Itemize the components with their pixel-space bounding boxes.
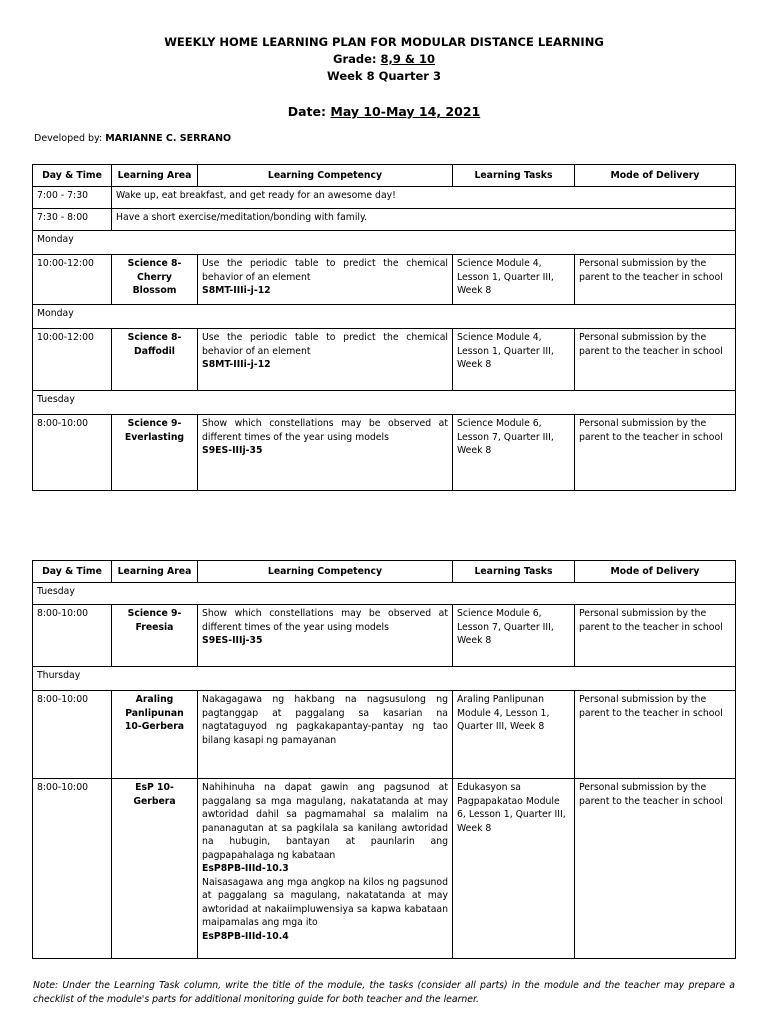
header-row [33, 561, 736, 583]
footnote: Note: Under the Learning Task column, write the title of the module, the tasks (consider all parts) in the module and the teacher may prepare a checklist of the module's parts for additional monitoring guide for both teacher and the learner. [33, 980, 735, 1005]
routine-text: Have a short exercise/meditation/bonding with family. [112, 209, 736, 231]
date-label: Date: [287, 104, 331, 119]
competency-cell [198, 779, 453, 959]
document-title: WEEKLY HOME LEARNING PLAN FOR MODULAR DISTANCE LEARNING [164, 35, 604, 49]
developer-line [34, 133, 231, 144]
routine-time: 7:30 - 8:00 [33, 209, 112, 231]
day-row [33, 667, 736, 691]
plan-table-2 [32, 560, 736, 959]
table-row [33, 779, 736, 959]
col-day-time: Day & Time [33, 561, 112, 583]
header-row [33, 165, 736, 187]
table-row [33, 415, 736, 491]
time-cell: 10:00-12:00 [33, 329, 112, 391]
learning-area-cell: Science 9- Freesia [112, 605, 198, 667]
day-label: Tuesday [33, 391, 736, 415]
tasks-cell: Science Module 6, Lesson 7, Quarter III, Week 8 [453, 605, 575, 667]
table-row [33, 329, 736, 391]
date-line [0, 104, 768, 120]
table-row [33, 691, 736, 779]
competency-cell [198, 415, 453, 491]
week-line: Week 8 Quarter 3 [327, 69, 441, 83]
day-row [33, 231, 736, 255]
learning-area-cell: Science 8- Cherry Blossom [112, 255, 198, 305]
competency-cell [198, 691, 453, 779]
competency-text-2: Naisasagawa ang mga angkop na kilos ng pagsunod at paggalang sa magulang, nakatatanda at may awtoridad at nakaiimpluwensiya sa kapwa kabataan maipamalas ang mga ito [202, 876, 448, 928]
delivery-cell: Personal submission by the parent to the teacher in school [575, 691, 736, 779]
competency-code: S8MT-IIIi-j-12 [202, 359, 271, 370]
routine-time: 7:00 - 7:30 [33, 187, 112, 209]
col-learning-tasks: Learning Tasks [453, 165, 575, 187]
grade-label: Grade: [333, 52, 381, 66]
plan-table-1 [32, 164, 736, 491]
col-mode-of-delivery: Mode of Delivery [575, 165, 736, 187]
delivery-cell: Personal submission by the parent to the teacher in school [575, 255, 736, 305]
tasks-cell: Science Module 4, Lesson 1, Quarter III, Week 8 [453, 329, 575, 391]
day-row [33, 583, 736, 605]
col-learning-competency: Learning Competency [198, 165, 453, 187]
day-row [33, 391, 736, 415]
day-row [33, 305, 736, 329]
delivery-cell: Personal submission by the parent to the teacher in school [575, 415, 736, 491]
day-label: Thursday [33, 667, 736, 691]
developer-label: Developed by: [34, 133, 106, 144]
tasks-cell: Science Module 4, Lesson 1, Quarter III, Week 8 [453, 255, 575, 305]
competency-text: Show which constellations may be observed at different times of the year using models [202, 608, 448, 633]
routine-text: Wake up, eat breakfast, and get ready for an awesome day! [112, 187, 736, 209]
delivery-cell: Personal submission by the parent to the teacher in school [575, 605, 736, 667]
day-label: Monday [33, 305, 736, 329]
learning-area-cell: EsP 10- Gerbera [112, 779, 198, 959]
tasks-cell: Edukasyon sa Pagpapakatao Module 6, Lesson 1, Quarter III, Week 8 [453, 779, 575, 959]
competency-cell [198, 255, 453, 305]
time-cell: 8:00-10:00 [33, 779, 112, 959]
time-cell: 8:00-10:00 [33, 691, 112, 779]
grade-line [0, 51, 768, 67]
learning-area-cell: Araling Panlipunan 10-Gerbera [112, 691, 198, 779]
col-learning-area: Learning Area [112, 165, 198, 187]
competency-cell [198, 329, 453, 391]
col-learning-area: Learning Area [112, 561, 198, 583]
table-row [33, 605, 736, 667]
delivery-cell: Personal submission by the parent to the teacher in school [575, 779, 736, 959]
grade-value: 8,9 & 10 [380, 52, 435, 66]
competency-code-2: EsP8PB-IIId-10.4 [202, 930, 289, 942]
learning-area-cell: Science 8- Daffodil [112, 329, 198, 391]
competency-text: Nakagagawa ng hakbang na nagsusulong ng pagtanggap at paggalang sa kasarian na nagtataguyod ng pagkakapantay-pantay ng tao bilang kasapi ng pamayanan [202, 694, 448, 746]
competency-text: Use the periodic table to predict the chemical behavior of an element [202, 332, 448, 357]
date-value: May 10-May 14, 2021 [330, 104, 481, 119]
competency-text: Show which constellations may be observed at different times of the year using models [202, 418, 448, 443]
col-mode-of-delivery: Mode of Delivery [575, 561, 736, 583]
competency-code: EsP8PB-IIId-10.3 [202, 863, 289, 874]
day-label: Tuesday [33, 583, 736, 605]
competency-text: Use the periodic table to predict the chemical behavior of an element [202, 258, 448, 283]
developer-name: MARIANNE C. SERRANO [105, 133, 232, 144]
col-learning-tasks: Learning Tasks [453, 561, 575, 583]
competency-code: S8MT-IIIi-j-12 [202, 285, 271, 296]
tasks-cell: Science Module 6, Lesson 7, Quarter III, Week 8 [453, 415, 575, 491]
routine-row [33, 209, 736, 231]
time-cell: 10:00-12:00 [33, 255, 112, 305]
day-label: Monday [33, 231, 736, 255]
col-learning-competency: Learning Competency [198, 561, 453, 583]
competency-code: S9ES-IIIj-35 [202, 445, 263, 456]
competency-code: S9ES-IIIj-35 [202, 635, 263, 646]
learning-area-cell: Science 9- Everlasting [112, 415, 198, 491]
time-cell: 8:00-10:00 [33, 415, 112, 491]
delivery-cell: Personal submission by the parent to the teacher in school [575, 329, 736, 391]
routine-row [33, 187, 736, 209]
tasks-cell: Araling Panlipunan Module 4, Lesson 1, Quarter III, Week 8 [453, 691, 575, 779]
competency-cell [198, 605, 453, 667]
time-cell: 8:00-10:00 [33, 605, 112, 667]
competency-text: Nahihinuha na dapat gawin ang pagsunod at paggalang sa mga magulang, nakatatanda at may awtoridad dahil sa pagmamahal sa malalim na pananagutan at sa pagkilala sa kanilang awtoridad na hubugin, bantayan at paunlarin ang pagpapahalaga ng kabataan [202, 782, 448, 861]
col-day-time: Day & Time [33, 165, 112, 187]
table-row [33, 255, 736, 305]
